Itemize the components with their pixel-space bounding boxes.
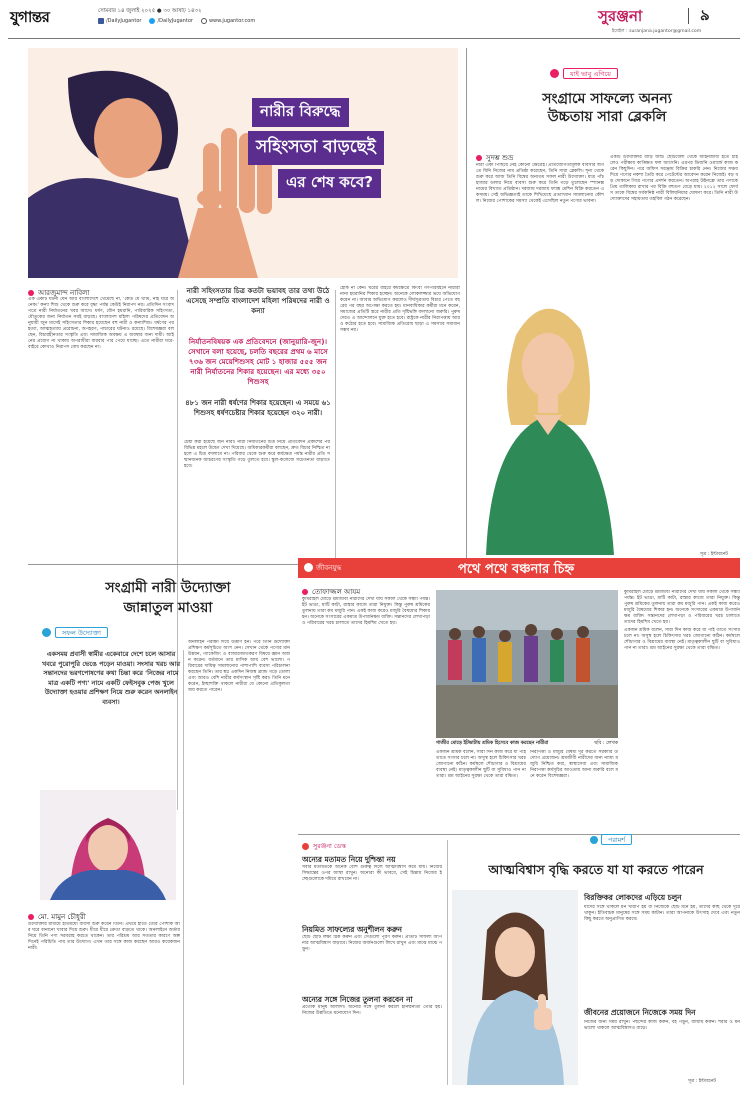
entrepreneur-photo: [40, 790, 176, 900]
deprivation-photo: [436, 590, 618, 738]
entrepreneur-intro: একসময় প্রবাসী স্বামীর একেবারে দেশে চলে আসার খবরে পুরোপুরি ভেঙে পড়েন মাওয়া। সংসার খরচ আর সন্তানদের ভরণপোষণের কথা চিন্তা করে 'নিজের নামে মাত্র একটি পণ্য' নামে একটি ফেইসবুক পেজ খুলে উদ্যোক্তা হওয়ার প্রশিক্ষণ নিয়ে শুরু করেন অনলাইন ব্যবসা।: [42, 650, 180, 706]
twitter-link[interactable]: /DailyJugantor: [149, 18, 192, 24]
tag-dot-icon: [302, 843, 309, 850]
issue-date: সোমবার ১৪ জুলাই ২০২৫ ● ৩০ আষাঢ় ১৪৩২: [98, 8, 202, 14]
globe-icon: [201, 18, 207, 24]
jugantor-logo[interactable]: যুগান্তর: [10, 8, 50, 26]
section-divider: [466, 48, 467, 558]
lead-highlight-end: ৪৮১ জন নারী ধর্ষণের শিকার হয়েছেন। এ সময়ে ৬১ শিশুসহ ধর্ষণচেষ্টার শিকার হয়েছেন ৩২০ নারী।: [185, 399, 331, 417]
tag-dot-icon: [590, 836, 598, 844]
profile-headline-line-1: সংগ্রামে সাফল্যে অনন্য: [542, 91, 672, 107]
lead-headline: [248, 98, 448, 198]
advice-sub-2: জীবনের প্রয়োজনে নিজেকে সময় দিন: [584, 1008, 696, 1017]
byline-dot-icon: [302, 589, 308, 595]
facebook-icon: [98, 18, 104, 24]
profile-headline-line-2: উচ্চতায় সারা ব্লেকলি: [547, 109, 667, 125]
tip-body: সবার মতামতকে অনেক বেশি গুরুত্ব দিলে আত্মবিশ্বাস কমে যায়। নিজের সিদ্ধান্তের ওপর আস্থা রাখুন। অন্যেরা কী ভাববে, সেই চিন্তায় নিজের ইচ্ছেগুলোকে দমিয়ে রাখবেন না।: [302, 865, 442, 882]
tip-title: অন্যের সঙ্গে নিজের তুলনা করবেন না: [302, 995, 413, 1004]
byline-dot-icon: [28, 290, 34, 296]
section-email: ইমেইল : suranjana.jugantor@gmail.com: [612, 29, 702, 34]
banner-dot-icon: [304, 563, 313, 572]
deprivation-banner: [298, 558, 740, 578]
section-logo: সুরঞ্জনা: [598, 7, 643, 25]
tips-tag: সুরঞ্জনা ডেস্ক: [313, 842, 346, 850]
logo-divider: [688, 8, 689, 24]
tag-dot-icon: [42, 628, 51, 637]
facebook-link[interactable]: /DailyJugantor: [98, 18, 141, 24]
tag-dot-icon: [550, 69, 559, 78]
lead-byline: আরজুমান্দ নাবিলা: [28, 287, 89, 299]
profile-tag: যাই ভাবু এগিয়ে: [563, 68, 618, 79]
lead-highlight: নির্যাতনবিষয়ক এক প্রতিবেদনে (জানুয়ারি-জুন)। সেখানে বলা হয়েছে, চলতি বছরের প্রথম ৬ মাসে ৭৩৬ জন মেয়েশিশুসহ মোট ১ হাজার ৫৫৫ জন নারী নির্যাতনের শিকার হয়েছেন। এর মধ্যে ৩৫০ শিশুসহ: [188, 337, 328, 386]
tip-title: নিয়মিত সাফল্যের অনুশীলন করুন: [302, 925, 402, 934]
masthead: [0, 0, 748, 40]
deprivation-col-2: একজন শ্রমিক বলেন, সারা দিন কাজ করে যা পাই তাতে সংসার চলে না। অসুস্থ হলে চিকিৎসার খরচ জোগানো কঠিন। কর্মস্থলে শৌচাগার ও বিশ্রামের ব্যবস্থা নেই। মাতৃত্বকালীন ছুটি বা সুবিধাও পান না তারা। শ্রম আইনের সুরক্ষা থেকে তারা বঞ্চিত।: [436, 750, 526, 779]
lead-col-1: এক একটি ঘটনা যেন আর বাংলাদেশে থেমেছে না, 'কেউ যে থামি, নাই ঘরে অনেক।' কন্যা শিশু থেকে শুরু করে বৃদ্ধা পর্যন্ত কেউই নিরাপদ নয়। প্রতিদিন সংবাদপত্রে নারী নির্যাতনের খবর আসে। ধর্ষণ, যৌন হয়রানি, পারিবারিক সহিংসতা, যৌতুকের জন্য নির্যাতন সবই বাড়ছে। বাংলাদেশ মহিলা পরিষদের প্রতিবেদন অনুযায়ী জুন মাসেই সহিংসতার শিকার হয়েছেন বহু নারী ও কন্যাশিশু। ধর্ষণের পর হত্যা, আত্মহত্যায় প্ররোচনা, অপহরণ, পাচারের ঘটনাও রয়েছে। বিশেষজ্ঞরা বলছেন, বিচারহীনতার সংস্কৃতি এবং সামাজিক অবক্ষয় এ অবস্থার জন্য দায়ী। আইনের প্রয়োগ না থাকায় অপরাধীরা বারবার পার পেয়ে যাচ্ছে। এতে নারীরা ঘরে-বাইরে কোথাও নিরাপদ বোধ করছেন না।: [28, 297, 174, 350]
advice-tag-row: [590, 834, 632, 845]
col-divider: [177, 290, 178, 810]
entrepreneur-tag: সফল উদ্যোক্তা: [55, 627, 108, 638]
lead-col-2: চেষ্টা করা হয়েছে জন নারী। নারী নির্যাতনের চিত্র নিয়ে প্রতিবেদন প্রকাশের পর বিভিন্ন মহলে উদ্বেগ দেখা দিয়েছে। অধিকারকর্মীরা বলছেন, দ্রুত বিচার নিশ্চিত না হলে এ চিত্র বদলাবে না। পরিবার থেকে শুরু করে কর্মক্ষেত্র পর্যন্ত নারীর প্রতি সম্মানজনক আচরণের সংস্কৃতি গড়ে তুলতে হবে। স্কুল-কলেজে সচেতনতা বাড়াতে হবে।: [184, 440, 330, 469]
tips-list: [302, 855, 442, 1045]
woman-thumbs-up-photo: [452, 890, 578, 1085]
lead-col-3: হোক না কেন। ঘরের বাইরে কর্মক্ষেত্রে কিংবা গণপরিবহনে নারীরা নানা হয়রানির শিকার হচ্ছেন। অনেকে লোকলজ্জার ভয়ে অভিযোগ করেন না। আবার অভিযোগ করলেও দীর্ঘসূত্রতায় বিচার পেতে বছরের পর বছর অপেক্ষা করতে হয়। মানবাধিকার কর্মীরা মনে করেন, সমাজের প্রতিটি স্তরে নারীর প্রতি দৃষ্টিভঙ্গি বদলানো জরুরি। পুরুষদেরও এ আন্দোলনে যুক্ত হতে হবে। রাষ্ট্রকে নারীর নিরাপত্তায় আরও কঠোর হতে হবে। সামাজিক প্রতিরোধ ছাড়া এ সমস্যার সমাধান সম্ভব নয়।: [340, 286, 460, 333]
deprivation-col-4: কুমিরাইল মোড়ে শ্রমজীবী নারীদের দেখা যায় সকাল থেকে সন্ধ্যা পর্যন্ত। ইট ভাঙা, মাটি কাটা, রাস্তার কাজে তারা নিযুক্ত। কিন্তু পুরুষ শ্রমিকের তুলনায় তারা কম মজুরি পান। একই কাজ করেও মজুরি বৈষম্যের শিকার হন। অনেকে সংসারের একমাত্র উপার্জনক্ষম ব্যক্তি। সন্তানদের লেখাপড়া ও পরিবারের খরচ চালাতে তাদের হিমশিম খেতে হয়। একজন শ্রমিক বলেন, সারা দিন কাজ করে যা পাই তাতে সংসার চলে না। অসুস্থ হলে চিকিৎসার খরচ জোগানো কঠিন। কর্মস্থলে শৌচাগার ও বিশ্রামের ব্যবস্থা নেই। মাতৃত্বকালীন ছুটি বা সুবিধাও পান না তারা। শ্রম আইনের সুরক্ষা থেকে তারা বঞ্চিত।: [624, 590, 740, 651]
profile-photo: [476, 275, 621, 555]
deprivation-tag: জীবনযুদ্ধ: [316, 564, 342, 572]
profile-headline: [476, 90, 738, 126]
advice-body-2: নিজের জন্য সময় রাখুন। পছন্দের কাজ করুন, বই পড়ুন, ব্যায়াম করুন। শরীর ও মন ভালো থাকলে আত্মবিশ্বাসও বাড়ে।: [584, 1020, 740, 1031]
entrepreneur-headline: [28, 578, 308, 618]
profile-col-1: নারী একা পিছিয়ে নেই কোনো ক্ষেত্রেই। প্রতিযোগিতামূলক ব্যবসার জগতে যিনি নিজের নাম প্রতিষ্ঠা করেছেন, তিনি সারা ব্লেকলি। শূন্য থেকে শুরু করে আজ তিনি বিশ্বের অন্যতম সফল নারী উদ্যোক্তা। মাত্র পাঁচ হাজার ডলার নিয়ে ব্যবসা শুরু করে তিনি গড়ে তুলেছেন স্প্যানক্স নামের বিখ্যাত প্রতিষ্ঠান। দরজায় দরজায় ফ্যাক্স মেশিন বিক্রি করতেন একসময়। সেই অভিজ্ঞতাই তাকে শিখিয়েছে প্রত্যাখ্যান সামলানোর কৌশল। নিজের পোশাকের সমস্যা থেকেই এসেছিল নতুন পণ্যের ভাবনা।: [476, 163, 604, 204]
col-divider: [335, 290, 336, 560]
tip-body: প্রত্যেক মানুষ আলাদা। অন্যের সঙ্গে তুলনা করলে হীনম্মন্যতা তৈরি হয়। নিজের উন্নতিতে মনোযোগ দিন।: [302, 1005, 442, 1016]
entrepreneur-tag-row: [42, 627, 108, 638]
advice-photo: [452, 890, 578, 1085]
profile-col-2: একটি উদ্যোক্তার বাড়ি জন্ম। ছোটবেলা থেকে আইনজীবী হতে চাইলেও পরীক্ষায় কাঙ্ক্ষিত ফল আসেনি। এরপর ডিজনি ওয়ার্ল্ডে কাজ করেন কিছুদিন। পরে অফিস সরঞ্জাম বিক্রির চাকরি নেন। নিজের সঞ্চয় দিয়ে পণ্যের নকশা তৈরি করে পেটেন্টের আবেদন করেন নিজেই। বড় বড় দোকানে গিয়ে পণ্যের প্রদর্শন করতেন। অপরাহ উইনফ্রে তার পণ্যকে প্রিয় তালিকায় রাখার পর বিক্রি বহুগুণ বেড়ে যায়। ২০১২ সালে ফোর্বস তাকে বিশ্বের সর্বকনিষ্ঠ নারী বিলিয়নিয়ার ঘোষণা করে। তিনি নারী উদ্যোক্তাদের সহায়তায় তহবিল গঠন করেছেন।: [610, 155, 738, 202]
tip-item: [302, 855, 442, 919]
advice-credit: সূত্র : ইন্টারনেট: [688, 1079, 716, 1084]
advice-body-1: যাদের সঙ্গে থাকলে মন খারাপ হয় বা নিজেকে ছোট মনে হয়, তাদের কাছ থেকে দূরে থাকুন। ইতিবাচক মানুষের সঙ্গে সময় কাটান। তারা আপনাকে উৎসাহ দেবে এবং নতুন কিছু করতে অনুপ্রাণিত করবে।: [584, 905, 740, 922]
advice-tag: পরামর্শ: [601, 834, 632, 845]
woman-in-hijab-portrait: [40, 790, 176, 900]
entrepreneur-headline-line-1: সংগ্রামী নারী উদ্যোক্তা: [105, 580, 231, 596]
deprivation-col-1: কুমিরাইল মোড়ে শ্রমজীবী নারীদের দেখা যায় সকাল থেকে সন্ধ্যা পর্যন্ত। ইট ভাঙা, মাটি কাটা, রাস্তার কাজে তারা নিযুক্ত। কিন্তু পুরুষ শ্রমিকের তুলনায় তারা কম মজুরি পান। একই কাজ করেও মজুরি বৈষম্যের শিকার হন। অনেকে সংসারের একমাত্র উপার্জনক্ষম ব্যক্তি। সন্তানদের লেখাপড়া ও পরিবারের খরচ চালাতে তাদের হিমশিম খেতে হয়।: [302, 597, 430, 626]
deprivation-byline: তোফাজ্জল আযম: [302, 586, 360, 598]
advice-sub-1: বিরক্তিকর লোকদের এড়িয়ে চলুন: [584, 893, 682, 902]
entrepreneur-col-1: উদ্যোক্তার মাধ্যমে ইতিমধ্যে ব্যবসা শুরু করেন তিনি। প্রথমে হাতে তৈরি পোশাক আর ঘরে বানানো খাবার দিয়ে শুরু। ধীরে ধীরে ক্রেতা বাড়তে থাকে। অনলাইনে অর্ডার নিয়ে তিনি পণ্য সরবরাহ করতে থাকেন। তার পরিশ্রম আর সততার কারণে অল্প দিনেই পরিচিতি পায় তার উদ্যোগ। এখন তার সঙ্গে কাজ করছেন আরও কয়েকজন নারী।: [28, 922, 180, 951]
col-divider: [183, 650, 184, 1085]
twitter-icon: [149, 18, 155, 24]
social-links: [98, 18, 255, 24]
tips-tag-row: [302, 841, 346, 852]
entrepreneur-byline: মো. মামুন চৌধুরী: [28, 911, 86, 923]
advice-headline: আত্মবিশ্বাস বৃদ্ধি করতে যা যা করতে পারেন: [488, 862, 704, 877]
byline-dot-icon: [28, 914, 34, 920]
byline-dot-icon: [476, 155, 482, 161]
deprivation-headline: পথে পথে বঞ্চনার চিহ্ন: [458, 562, 575, 577]
women-workers-photo: [436, 590, 618, 738]
profile-tag-row: [550, 68, 618, 79]
profile-credit: সূত্র : ইন্টারনেট: [700, 552, 728, 557]
entrepreneur-headline-line-2: জান্নাতুল মাওয়া: [123, 600, 213, 616]
tip-title: অন্যের মতামত নিয়ে দুশ্চিন্তা নয়: [302, 855, 396, 864]
tip-body: ছোট ছোট লক্ষ্য ঠিক করুন এবং সেগুলো পূরণ করুন। প্রতিটি সাফল্য আপনার আত্মবিশ্বাস বাড়াবে। নিজের অর্জনগুলো লিখে রাখুন এবং মাঝে মাঝে পড়ুন।: [302, 935, 442, 952]
page-number: ৯: [700, 6, 710, 24]
woman-portrait: [476, 275, 621, 555]
headline-line-2: সহিংসতা বাড়ছেই: [248, 131, 384, 165]
lead-intro: নারী সহিংসতার চিত্র কতটা ভয়াবহ তার তথ্য উঠে এসেছে সম্প্রতি বাংলাদেশ মহিলা পরিষদের নারী ও কন্যা: [186, 286, 330, 315]
deprivation-col-3: নিরাপত্তা ও মজুরি বৈষম্য দূর করতে সরকারি উদ্যোগ প্রয়োজন। শ্রমজীবী নারীদের জন্য ন্যায্য মজুরি নিশ্চিত করা, স্বাস্থ্যসেবা এবং সামাজিক নিরাপত্তা কর্মসূচির আওতায় আনা জরুরি বলে মনে করেন বিশেষজ্ঞরা।: [530, 750, 618, 779]
entrepreneur-col-2: অনলাইন পরীক্ষা দিয়ে উত্তীর্ণ হন। পরে তিনি উদ্যোক্তা প্রশিক্ষণ কর্মসূচিতে অংশ নেন। সেখান থেকে পণ্যের মান উন্নয়ন, প্যাকেজিং ও বাজারজাতকরণ বিষয়ে জ্ঞান অর্জন করেন। বর্তমানে তার মাসিক আয় বেশ ভালো। পরিবারের দায়িত্ব সামলানোর পাশাপাশি ব্যবসা পরিচালনা করছেন তিনি। তার স্বপ্ন একদিন নিজস্ব ব্র্যান্ড গড়ে তোলা এবং আরও বেশি নারীর কর্মসংস্থান সৃষ্টি করা। তিনি মনে করেন, ইচ্ছাশক্তি থাকলে নারীরা যে কোনো প্রতিকূলতা জয় করতে পারেন।: [188, 640, 290, 693]
masthead-rule: [8, 38, 740, 39]
col-divider: [447, 840, 448, 1085]
tip-item: [302, 925, 442, 989]
tip-item: [302, 995, 442, 1045]
headline-line-1: নারীর বিরুদ্ধে: [252, 98, 349, 127]
profile-byline: সুদম্ভ শুভ্র: [476, 152, 513, 164]
headline-line-3: এর শেষ কবে?: [278, 169, 381, 198]
section-rule: [298, 834, 740, 835]
deprivation-caption: গাজীর মোড়ে ইটভাটায় শ্রমিক হিসেবে কাজ করছেন নারীরা ছবি : লেখক: [436, 741, 618, 746]
website-link[interactable]: www.jugantor.com: [201, 18, 255, 24]
